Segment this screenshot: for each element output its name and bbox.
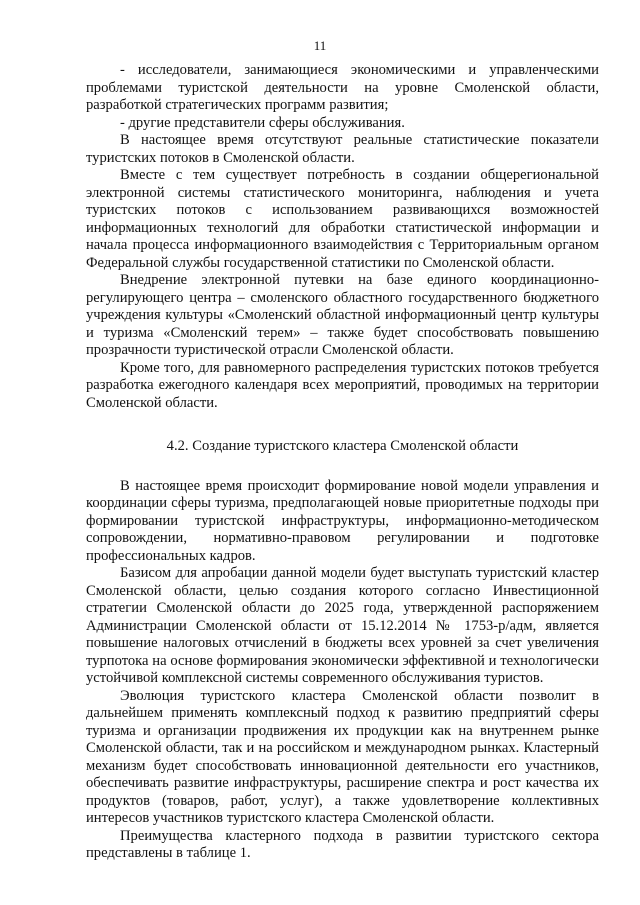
paragraph-cluster-evolution: Эволюция туристского кластера Смоленской области позволит в дальнейшем применять комплексный подход к развитию предприятий сферы туризма и организации продвижения их продукции как на внутреннем рынке Смоленской области, так и на российском и международном рынках. Кластерный механизм будет способствовать инновационной деятельности его участников, обеспечивать развитие инфраструктуры, расширение спектра и рост качества их продуктов (товаров, работ, услуг), а также удовлетворение коллективных интересов участников туристского кластера Смоленской области. [86,687,599,826]
document-body [86,62,599,863]
section-heading: 4.2. Создание туристского кластера Смоленской области [166,438,519,454]
paragraph-table-reference: Преимущества кластерного подхода в развитии туристского сектора представлены в таблице 1. [86,827,599,861]
paragraph-new-model: В настоящее время происходит формирование новой модели управления и координации сферы туризма, предполагающей новые приоритетные подходы при формировании туристской инфраструктуры, информационно-методическом сопровождении, нормативно-правовом регулировании и подготовке профессиональных кадров. [86,477,599,564]
paragraph-researchers: - исследователи, занимающиеся экономическими и управленческими проблемами туристской деятельности на уровне Смоленской области, разработкой стратегических программ развития; [86,62,599,113]
paragraph-other-representatives: - другие представители сферы обслуживания. [120,114,405,131]
paragraph-monitoring-need: Вместе с тем существует потребность в создании общерегиональной электронной системы статистического мониторинга, наблюдения и учета туристских потоков с использованием развивающихся возможностей информационных технологий для обработки статистической информации и начала процесса информационного взаимодействия с Территориальным органом Федеральной службы государственной статистики по Смоленской области. [86,167,599,271]
paragraph-statistics-absent: В настоящее время отсутствуют реальные статистические показатели туристских потоков в Смоленской области. [86,132,599,166]
paragraph-electronic-voucher: Внедрение электронной путевки на базе единого координационно-регулирующего центра – смоленского областного государственного бюджетного учреждения культуры «Смоленский областной информационный центр культуры и туризма «Смоленский терем» – также будет способствовать повышению прозрачности туристической отрасли Смоленской области. [86,272,599,358]
paragraph-cluster-basis: Базисом для апробации данной модели будет выступать туристский кластер Смоленской области, целью создания которого согласно Инвестиционной стратегии Смоленской области до 2025 года, утвержденной распоряжением Администрации Смоленской области от 15.12.2014 № 1753-р/адм, является повышение налоговых отчислений в бюджеты всех уровней за счет увеличения турпотока на основе формирования экономически эффективной и технологически устойчивой комплексной системы современного обслуживания туристов. [86,565,599,686]
page-number: 11 [313,38,327,53]
paragraph-events-calendar: Кроме того, для равномерного распределения туристских потоков требуется разработка ежегодного календаря всех мероприятий, проводимых на территории Смоленской области. [86,359,599,411]
